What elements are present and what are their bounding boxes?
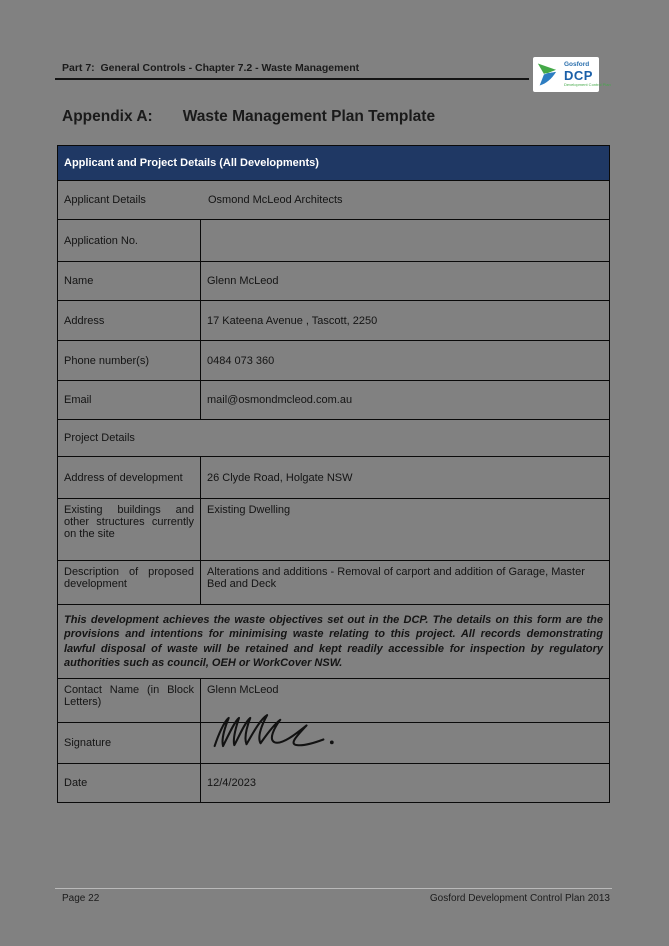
header-divider bbox=[55, 78, 529, 80]
row-value: Existing Dwelling bbox=[201, 499, 610, 561]
row-label: Phone number(s) bbox=[58, 341, 201, 381]
row-label: Contact Name (in Block Letters) bbox=[58, 679, 201, 723]
signature-image bbox=[209, 708, 359, 756]
table-section-header-row bbox=[58, 146, 610, 181]
table-row bbox=[58, 457, 610, 499]
row-value: Glenn McLeod bbox=[201, 679, 610, 723]
table-row bbox=[58, 220, 610, 262]
row-label: Address of development bbox=[58, 457, 201, 499]
footer-page-number: Page 22 bbox=[62, 893, 100, 904]
row-label: Date bbox=[58, 764, 201, 803]
row-label: Address bbox=[58, 301, 201, 341]
table-row bbox=[58, 341, 610, 381]
logo-text bbox=[564, 62, 611, 88]
row-value: 0484 073 360 bbox=[201, 341, 610, 381]
section-header: Applicant and Project Details (All Developments) bbox=[58, 146, 610, 181]
waste-management-form-table bbox=[57, 145, 610, 803]
table-row bbox=[58, 499, 610, 561]
page-title-text: Waste Management Plan Template bbox=[182, 108, 436, 125]
row-value: mail@osmondmcleod.com.au bbox=[201, 381, 610, 420]
table-note-row bbox=[58, 605, 610, 679]
row-value bbox=[201, 220, 610, 262]
row-value: Alterations and additions - Removal of carport and addition of Garage, Master Bed and Deck bbox=[201, 561, 610, 605]
table-row bbox=[58, 262, 610, 301]
logo-acronym: DCP bbox=[564, 68, 593, 84]
logo-brand: Gosford bbox=[564, 60, 590, 68]
table-row bbox=[58, 764, 610, 803]
row-value: 17 Kateena Avenue , Tascott, 2250 bbox=[201, 301, 610, 341]
footer-divider bbox=[55, 888, 612, 889]
row-label: Description of proposed development bbox=[58, 561, 201, 605]
table-row bbox=[58, 381, 610, 420]
gosford-council-icon bbox=[536, 61, 558, 88]
row-label: Application No. bbox=[58, 220, 201, 262]
page-title-prefix: Appendix A: bbox=[62, 108, 153, 125]
page-title bbox=[62, 108, 435, 126]
subsection-label: Project Details bbox=[58, 420, 610, 457]
row-label: Signature bbox=[58, 723, 201, 764]
gosford-dcp-logo bbox=[533, 57, 611, 92]
row-value: 12/4/2023 bbox=[201, 764, 610, 803]
row-value: Osmond McLeod Architects bbox=[208, 194, 343, 206]
declaration-note: This development achieves the waste objectives set out in the DCP. The details on this form are the provisions and intentions for minimising waste relating to this project. All records demonstrating lawful disposal of waste will be retained and kept readily accessible for inspection by regulatory authorities such as council, OEH or WorkCover NSW. bbox=[58, 605, 610, 679]
footer-document-name: Gosford Development Control Plan 2013 bbox=[429, 893, 610, 904]
table-signature-row bbox=[58, 723, 610, 764]
table-row bbox=[58, 561, 610, 605]
row-value: Glenn McLeod bbox=[201, 262, 610, 301]
row-label: Existing buildings and other structures currently on the site bbox=[58, 499, 201, 561]
table-subsection-row bbox=[58, 420, 610, 457]
breadcrumb: Part 7: General Controls - Chapter 7.2 - Waste Management bbox=[62, 62, 360, 74]
logo-tagline: Development Control Plan bbox=[564, 82, 611, 88]
table-row bbox=[58, 301, 610, 341]
signature-cell bbox=[201, 723, 610, 764]
row-label: Applicant Details bbox=[64, 194, 146, 206]
row-label: Email bbox=[58, 381, 201, 420]
row-value: 26 Clyde Road, Holgate NSW bbox=[201, 457, 610, 499]
applicant-details-cell bbox=[58, 181, 610, 220]
table-row bbox=[58, 181, 610, 220]
row-label: Name bbox=[58, 262, 201, 301]
